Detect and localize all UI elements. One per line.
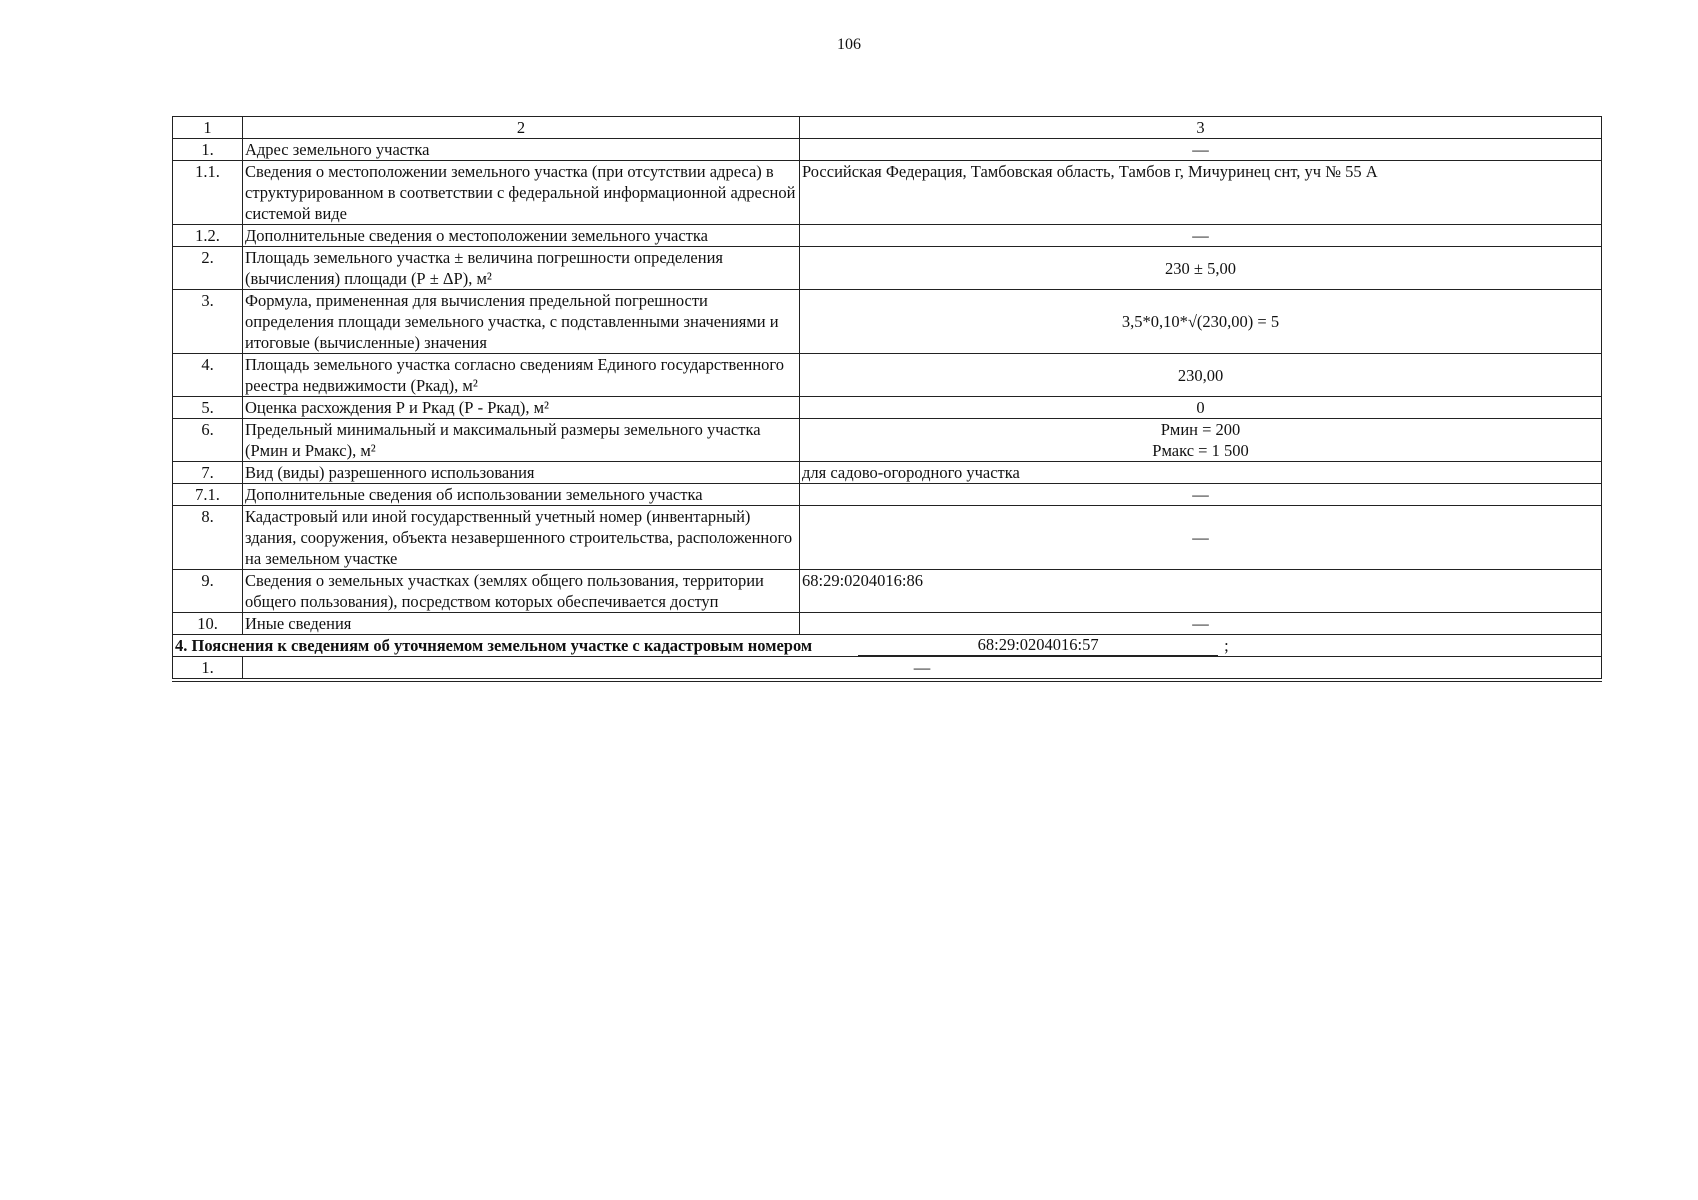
row-number: 1.: [173, 139, 243, 161]
table-row: [173, 354, 1602, 397]
section-4-cadastral-number: 68:29:0204016:57: [858, 635, 1218, 656]
row-value: —: [800, 613, 1602, 635]
row-label: Формула, примененная для вычисления предельной погрешности определения площади земельного участка, с подставленными значениями и итоговые (вычисленные) значения: [243, 290, 800, 354]
row-label: Адрес земельного участка: [243, 139, 800, 161]
table-row: [173, 225, 1602, 247]
row-label: Дополнительные сведения о местоположении земельного участка: [243, 225, 800, 247]
row-number: 4.: [173, 354, 243, 397]
row-label: Иные сведения: [243, 613, 800, 635]
table-row: [173, 290, 1602, 354]
row-number: 9.: [173, 570, 243, 613]
row-label: Предельный минимальный и максимальный размеры земельного участка (Рмин и Рмакс), м²: [243, 419, 800, 462]
row-number: 6.: [173, 419, 243, 462]
row-value-group: [800, 419, 1602, 462]
row-label: Дополнительные сведения об использовании земельного участка: [243, 484, 800, 506]
row-label: Сведения о местоположении земельного участка (при отсутствии адреса) в структурированном в соответствии с федеральной информационной адресной системой виде: [243, 161, 800, 225]
table-row: [173, 657, 1602, 681]
row-value: 3,5*0,10*√(230,00) = 5: [800, 290, 1602, 354]
row-value: —: [800, 506, 1602, 570]
table-row: [173, 613, 1602, 635]
header-col-2: 2: [243, 117, 800, 139]
table-row: [173, 506, 1602, 570]
row-value: 0: [800, 397, 1602, 419]
row-value: —: [800, 225, 1602, 247]
header-col-3: 3: [800, 117, 1602, 139]
row-label: Сведения о земельных участках (землях общего пользования, территории общего пользования), посредством которых обеспечивается доступ: [243, 570, 800, 613]
row-value: для садово-огородного участка: [800, 462, 1602, 484]
table-row: [173, 397, 1602, 419]
section-4-header: [175, 635, 1599, 656]
table-row: [173, 570, 1602, 613]
row-number: 5.: [173, 397, 243, 419]
row-label: Кадастровый или иной государственный учетный номер (инвентарный) здания, сооружения, объекта незавершенного строительства, расположенного на земельном участке: [243, 506, 800, 570]
section-4-separator: ;: [1224, 636, 1229, 655]
page-number: 106: [837, 36, 861, 53]
row-value: —: [800, 139, 1602, 161]
row-number: 7.: [173, 462, 243, 484]
row-number: 1.2.: [173, 225, 243, 247]
row-number: 3.: [173, 290, 243, 354]
row-number: 1.1.: [173, 161, 243, 225]
section-4-title: 4. Пояснения к сведениям об уточняемом земельном участке с кадастровым номером: [175, 636, 813, 655]
table-header-row: [173, 117, 1602, 139]
row-value-max: Рмакс = 1 500: [1152, 441, 1249, 460]
row-number: 1.: [173, 657, 243, 681]
table-row: [173, 484, 1602, 506]
row-label: Оценка расхождения Р и Ркад (Р - Ркад), м²: [243, 397, 800, 419]
header-col-1: 1: [173, 117, 243, 139]
row-value-min: Рмин = 200: [1160, 420, 1241, 439]
section-4-header-row: [173, 635, 1602, 657]
row-number: 8.: [173, 506, 243, 570]
table-row: [173, 161, 1602, 225]
row-label: Вид (виды) разрешенного использования: [243, 462, 800, 484]
row-value: Российская Федерация, Тамбовская область, Тамбов г, Мичуринец снт, уч № 55 А: [800, 161, 1602, 225]
row-value: 68:29:0204016:86: [800, 570, 1602, 613]
cadastral-info-table: [172, 116, 1602, 682]
row-number: 7.1.: [173, 484, 243, 506]
table-row: [173, 247, 1602, 290]
row-value: 230 ± 5,00: [800, 247, 1602, 290]
row-value: 230,00: [800, 354, 1602, 397]
row-number: 2.: [173, 247, 243, 290]
row-label: Площадь земельного участка ± величина погрешности определения (вычисления) площади (Р ± ΔР), м²: [243, 247, 800, 290]
table-row: [173, 462, 1602, 484]
table-row: [173, 139, 1602, 161]
row-value: —: [243, 657, 1602, 681]
section-4-header-cell: [173, 635, 1602, 657]
table-row: [173, 419, 1602, 462]
row-value: —: [800, 484, 1602, 506]
row-label: Площадь земельного участка согласно сведениям Единого государственного реестра недвижимости (Ркад), м²: [243, 354, 800, 397]
row-number: 10.: [173, 613, 243, 635]
